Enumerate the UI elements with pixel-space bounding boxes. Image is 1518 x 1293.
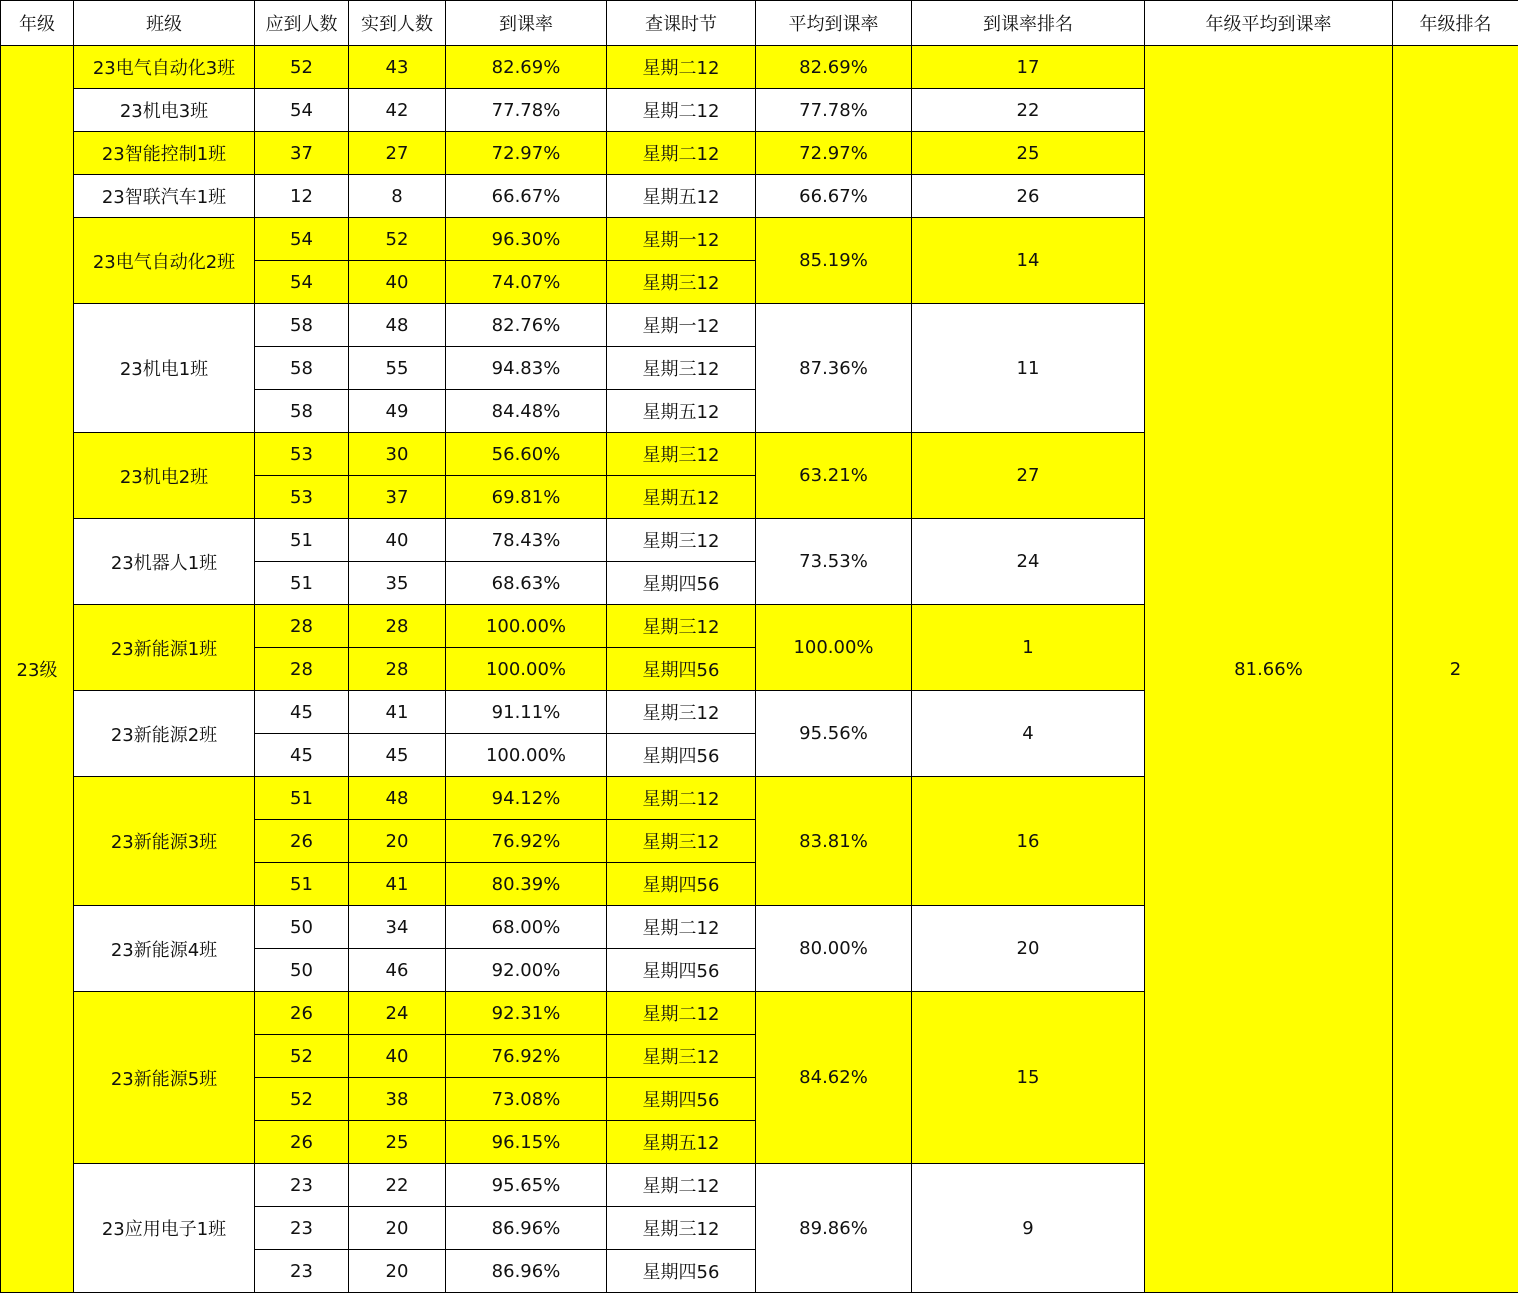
actual-count-cell: 8 — [349, 175, 446, 218]
attendance-rate-cell: 68.00% — [446, 906, 607, 949]
check-time-cell: 星期一12 — [607, 304, 756, 347]
actual-count-cell: 38 — [349, 1078, 446, 1121]
expected-count-cell: 52 — [255, 1035, 349, 1078]
expected-count-cell: 54 — [255, 89, 349, 132]
actual-count-cell: 37 — [349, 476, 446, 519]
attendance-rate-cell: 92.31% — [446, 992, 607, 1035]
attendance-rate-cell: 100.00% — [446, 734, 607, 777]
attendance-rate-cell: 76.92% — [446, 1035, 607, 1078]
check-time-cell: 星期三12 — [607, 691, 756, 734]
expected-count-cell: 26 — [255, 1121, 349, 1164]
class-name-cell: 23机器人1班 — [74, 519, 255, 605]
attendance-rate-cell: 96.30% — [446, 218, 607, 261]
expected-count-cell: 53 — [255, 433, 349, 476]
rate-rank-cell: 26 — [912, 175, 1145, 218]
actual-count-cell: 20 — [349, 820, 446, 863]
attendance-rate-cell: 66.67% — [446, 175, 607, 218]
rate-rank-cell: 16 — [912, 777, 1145, 906]
actual-count-cell: 40 — [349, 261, 446, 304]
table-row — [1, 46, 1518, 89]
rate-rank-cell: 17 — [912, 46, 1145, 89]
average-rate-cell: 87.36% — [756, 304, 912, 433]
attendance-rate-cell: 69.81% — [446, 476, 607, 519]
expected-count-cell: 23 — [255, 1250, 349, 1293]
class-name-cell: 23机电2班 — [74, 433, 255, 519]
class-name-cell: 23新能源5班 — [74, 992, 255, 1164]
attendance-rate-cell: 86.96% — [446, 1207, 607, 1250]
actual-count-cell: 41 — [349, 863, 446, 906]
grade-rank-cell: 2 — [1393, 46, 1518, 1293]
attendance-rate-cell: 82.69% — [446, 46, 607, 89]
rate-rank-cell: 25 — [912, 132, 1145, 175]
table-body — [1, 46, 1518, 1293]
class-name-cell: 23新能源3班 — [74, 777, 255, 906]
class-name-cell: 23机电3班 — [74, 89, 255, 132]
header-rate: 到课率 — [446, 1, 607, 46]
expected-count-cell: 52 — [255, 1078, 349, 1121]
attendance-rate-cell: 92.00% — [446, 949, 607, 992]
check-time-cell: 星期三12 — [607, 1207, 756, 1250]
expected-count-cell: 28 — [255, 648, 349, 691]
class-name-cell: 23应用电子1班 — [74, 1164, 255, 1293]
check-time-cell: 星期四56 — [607, 648, 756, 691]
class-name-cell: 23机电1班 — [74, 304, 255, 433]
check-time-cell: 星期一12 — [607, 218, 756, 261]
actual-count-cell: 48 — [349, 304, 446, 347]
actual-count-cell: 45 — [349, 734, 446, 777]
expected-count-cell: 23 — [255, 1207, 349, 1250]
actual-count-cell: 28 — [349, 648, 446, 691]
check-time-cell: 星期二12 — [607, 46, 756, 89]
header-grade: 年级 — [1, 1, 74, 46]
expected-count-cell: 54 — [255, 218, 349, 261]
rate-rank-cell: 15 — [912, 992, 1145, 1164]
check-time-cell: 星期二12 — [607, 777, 756, 820]
actual-count-cell: 30 — [349, 433, 446, 476]
expected-count-cell: 45 — [255, 734, 349, 777]
expected-count-cell: 26 — [255, 820, 349, 863]
actual-count-cell: 42 — [349, 89, 446, 132]
actual-count-cell: 24 — [349, 992, 446, 1035]
actual-count-cell: 35 — [349, 562, 446, 605]
expected-count-cell: 54 — [255, 261, 349, 304]
expected-count-cell: 28 — [255, 605, 349, 648]
check-time-cell: 星期三12 — [607, 433, 756, 476]
actual-count-cell: 49 — [349, 390, 446, 433]
actual-count-cell: 40 — [349, 519, 446, 562]
check-time-cell: 星期四56 — [607, 1078, 756, 1121]
expected-count-cell: 51 — [255, 562, 349, 605]
actual-count-cell: 22 — [349, 1164, 446, 1207]
rate-rank-cell: 22 — [912, 89, 1145, 132]
rate-rank-cell: 14 — [912, 218, 1145, 304]
expected-count-cell: 53 — [255, 476, 349, 519]
expected-count-cell: 51 — [255, 863, 349, 906]
attendance-rate-cell: 76.92% — [446, 820, 607, 863]
class-name-cell: 23电气自动化3班 — [74, 46, 255, 89]
actual-count-cell: 25 — [349, 1121, 446, 1164]
expected-count-cell: 58 — [255, 347, 349, 390]
check-time-cell: 星期三12 — [607, 605, 756, 648]
actual-count-cell: 27 — [349, 132, 446, 175]
rate-rank-cell: 1 — [912, 605, 1145, 691]
actual-count-cell: 28 — [349, 605, 446, 648]
grade-cell: 23级 — [1, 46, 74, 1293]
class-name-cell: 23新能源4班 — [74, 906, 255, 992]
header-actual: 实到人数 — [349, 1, 446, 46]
average-rate-cell: 100.00% — [756, 605, 912, 691]
class-name-cell: 23智能控制1班 — [74, 132, 255, 175]
actual-count-cell: 43 — [349, 46, 446, 89]
check-time-cell: 星期三12 — [607, 820, 756, 863]
attendance-rate-cell: 100.00% — [446, 648, 607, 691]
attendance-rate-cell: 78.43% — [446, 519, 607, 562]
attendance-rate-cell: 56.60% — [446, 433, 607, 476]
actual-count-cell: 20 — [349, 1250, 446, 1293]
expected-count-cell: 51 — [255, 519, 349, 562]
average-rate-cell: 77.78% — [756, 89, 912, 132]
expected-count-cell: 58 — [255, 304, 349, 347]
actual-count-cell: 41 — [349, 691, 446, 734]
average-rate-cell: 95.56% — [756, 691, 912, 777]
actual-count-cell: 48 — [349, 777, 446, 820]
check-time-cell: 星期四56 — [607, 562, 756, 605]
check-time-cell: 星期四56 — [607, 949, 756, 992]
expected-count-cell: 52 — [255, 46, 349, 89]
attendance-rate-cell: 82.76% — [446, 304, 607, 347]
attendance-rate-cell: 94.12% — [446, 777, 607, 820]
expected-count-cell: 37 — [255, 132, 349, 175]
check-time-cell: 星期四56 — [607, 863, 756, 906]
header-expected: 应到人数 — [255, 1, 349, 46]
attendance-rate-cell: 68.63% — [446, 562, 607, 605]
average-rate-cell: 73.53% — [756, 519, 912, 605]
average-rate-cell: 82.69% — [756, 46, 912, 89]
check-time-cell: 星期五12 — [607, 390, 756, 433]
average-rate-cell: 84.62% — [756, 992, 912, 1164]
header-grade-avg-rate: 年级平均到课率 — [1145, 1, 1393, 46]
average-rate-cell: 80.00% — [756, 906, 912, 992]
class-name-cell: 23电气自动化2班 — [74, 218, 255, 304]
actual-count-cell: 55 — [349, 347, 446, 390]
check-time-cell: 星期三12 — [607, 261, 756, 304]
attendance-rate-cell: 91.11% — [446, 691, 607, 734]
header-class: 班级 — [74, 1, 255, 46]
actual-count-cell: 34 — [349, 906, 446, 949]
actual-count-cell: 20 — [349, 1207, 446, 1250]
actual-count-cell: 52 — [349, 218, 446, 261]
actual-count-cell: 40 — [349, 1035, 446, 1078]
check-time-cell: 星期二12 — [607, 89, 756, 132]
check-time-cell: 星期四56 — [607, 1250, 756, 1293]
attendance-rate-cell: 84.48% — [446, 390, 607, 433]
average-rate-cell: 63.21% — [756, 433, 912, 519]
check-time-cell: 星期三12 — [607, 519, 756, 562]
rate-rank-cell: 24 — [912, 519, 1145, 605]
check-time-cell: 星期二12 — [607, 906, 756, 949]
expected-count-cell: 26 — [255, 992, 349, 1035]
rate-rank-cell: 20 — [912, 906, 1145, 992]
attendance-rate-cell: 96.15% — [446, 1121, 607, 1164]
class-name-cell: 23智联汽车1班 — [74, 175, 255, 218]
expected-count-cell: 23 — [255, 1164, 349, 1207]
header-check-time: 查课时节 — [607, 1, 756, 46]
class-name-cell: 23新能源2班 — [74, 691, 255, 777]
expected-count-cell: 58 — [255, 390, 349, 433]
check-time-cell: 星期三12 — [607, 347, 756, 390]
header-grade-rank: 年级排名 — [1393, 1, 1518, 46]
expected-count-cell: 50 — [255, 949, 349, 992]
class-name-cell: 23新能源1班 — [74, 605, 255, 691]
check-time-cell: 星期二12 — [607, 1164, 756, 1207]
check-time-cell: 星期五12 — [607, 476, 756, 519]
check-time-cell: 星期四56 — [607, 734, 756, 777]
rate-rank-cell: 11 — [912, 304, 1145, 433]
attendance-rate-cell: 72.97% — [446, 132, 607, 175]
attendance-rate-cell: 100.00% — [446, 605, 607, 648]
grade-average-rate-cell: 81.66% — [1145, 46, 1393, 1293]
expected-count-cell: 51 — [255, 777, 349, 820]
check-time-cell: 星期三12 — [607, 1035, 756, 1078]
rate-rank-cell: 9 — [912, 1164, 1145, 1293]
attendance-rate-cell: 80.39% — [446, 863, 607, 906]
attendance-rate-cell: 94.83% — [446, 347, 607, 390]
header-row — [1, 1, 1518, 46]
expected-count-cell: 12 — [255, 175, 349, 218]
actual-count-cell: 46 — [349, 949, 446, 992]
average-rate-cell: 83.81% — [756, 777, 912, 906]
average-rate-cell: 85.19% — [756, 218, 912, 304]
header-avg-rate: 平均到课率 — [756, 1, 912, 46]
expected-count-cell: 45 — [255, 691, 349, 734]
attendance-rate-cell: 95.65% — [446, 1164, 607, 1207]
header-rate-rank: 到课率排名 — [912, 1, 1145, 46]
rate-rank-cell: 4 — [912, 691, 1145, 777]
check-time-cell: 星期二12 — [607, 132, 756, 175]
average-rate-cell: 66.67% — [756, 175, 912, 218]
attendance-rate-cell: 74.07% — [446, 261, 607, 304]
check-time-cell: 星期五12 — [607, 175, 756, 218]
average-rate-cell: 72.97% — [756, 132, 912, 175]
check-time-cell: 星期二12 — [607, 992, 756, 1035]
expected-count-cell: 50 — [255, 906, 349, 949]
check-time-cell: 星期五12 — [607, 1121, 756, 1164]
attendance-rate-cell: 86.96% — [446, 1250, 607, 1293]
average-rate-cell: 89.86% — [756, 1164, 912, 1293]
attendance-rate-cell: 73.08% — [446, 1078, 607, 1121]
attendance-rate-cell: 77.78% — [446, 89, 607, 132]
rate-rank-cell: 27 — [912, 433, 1145, 519]
